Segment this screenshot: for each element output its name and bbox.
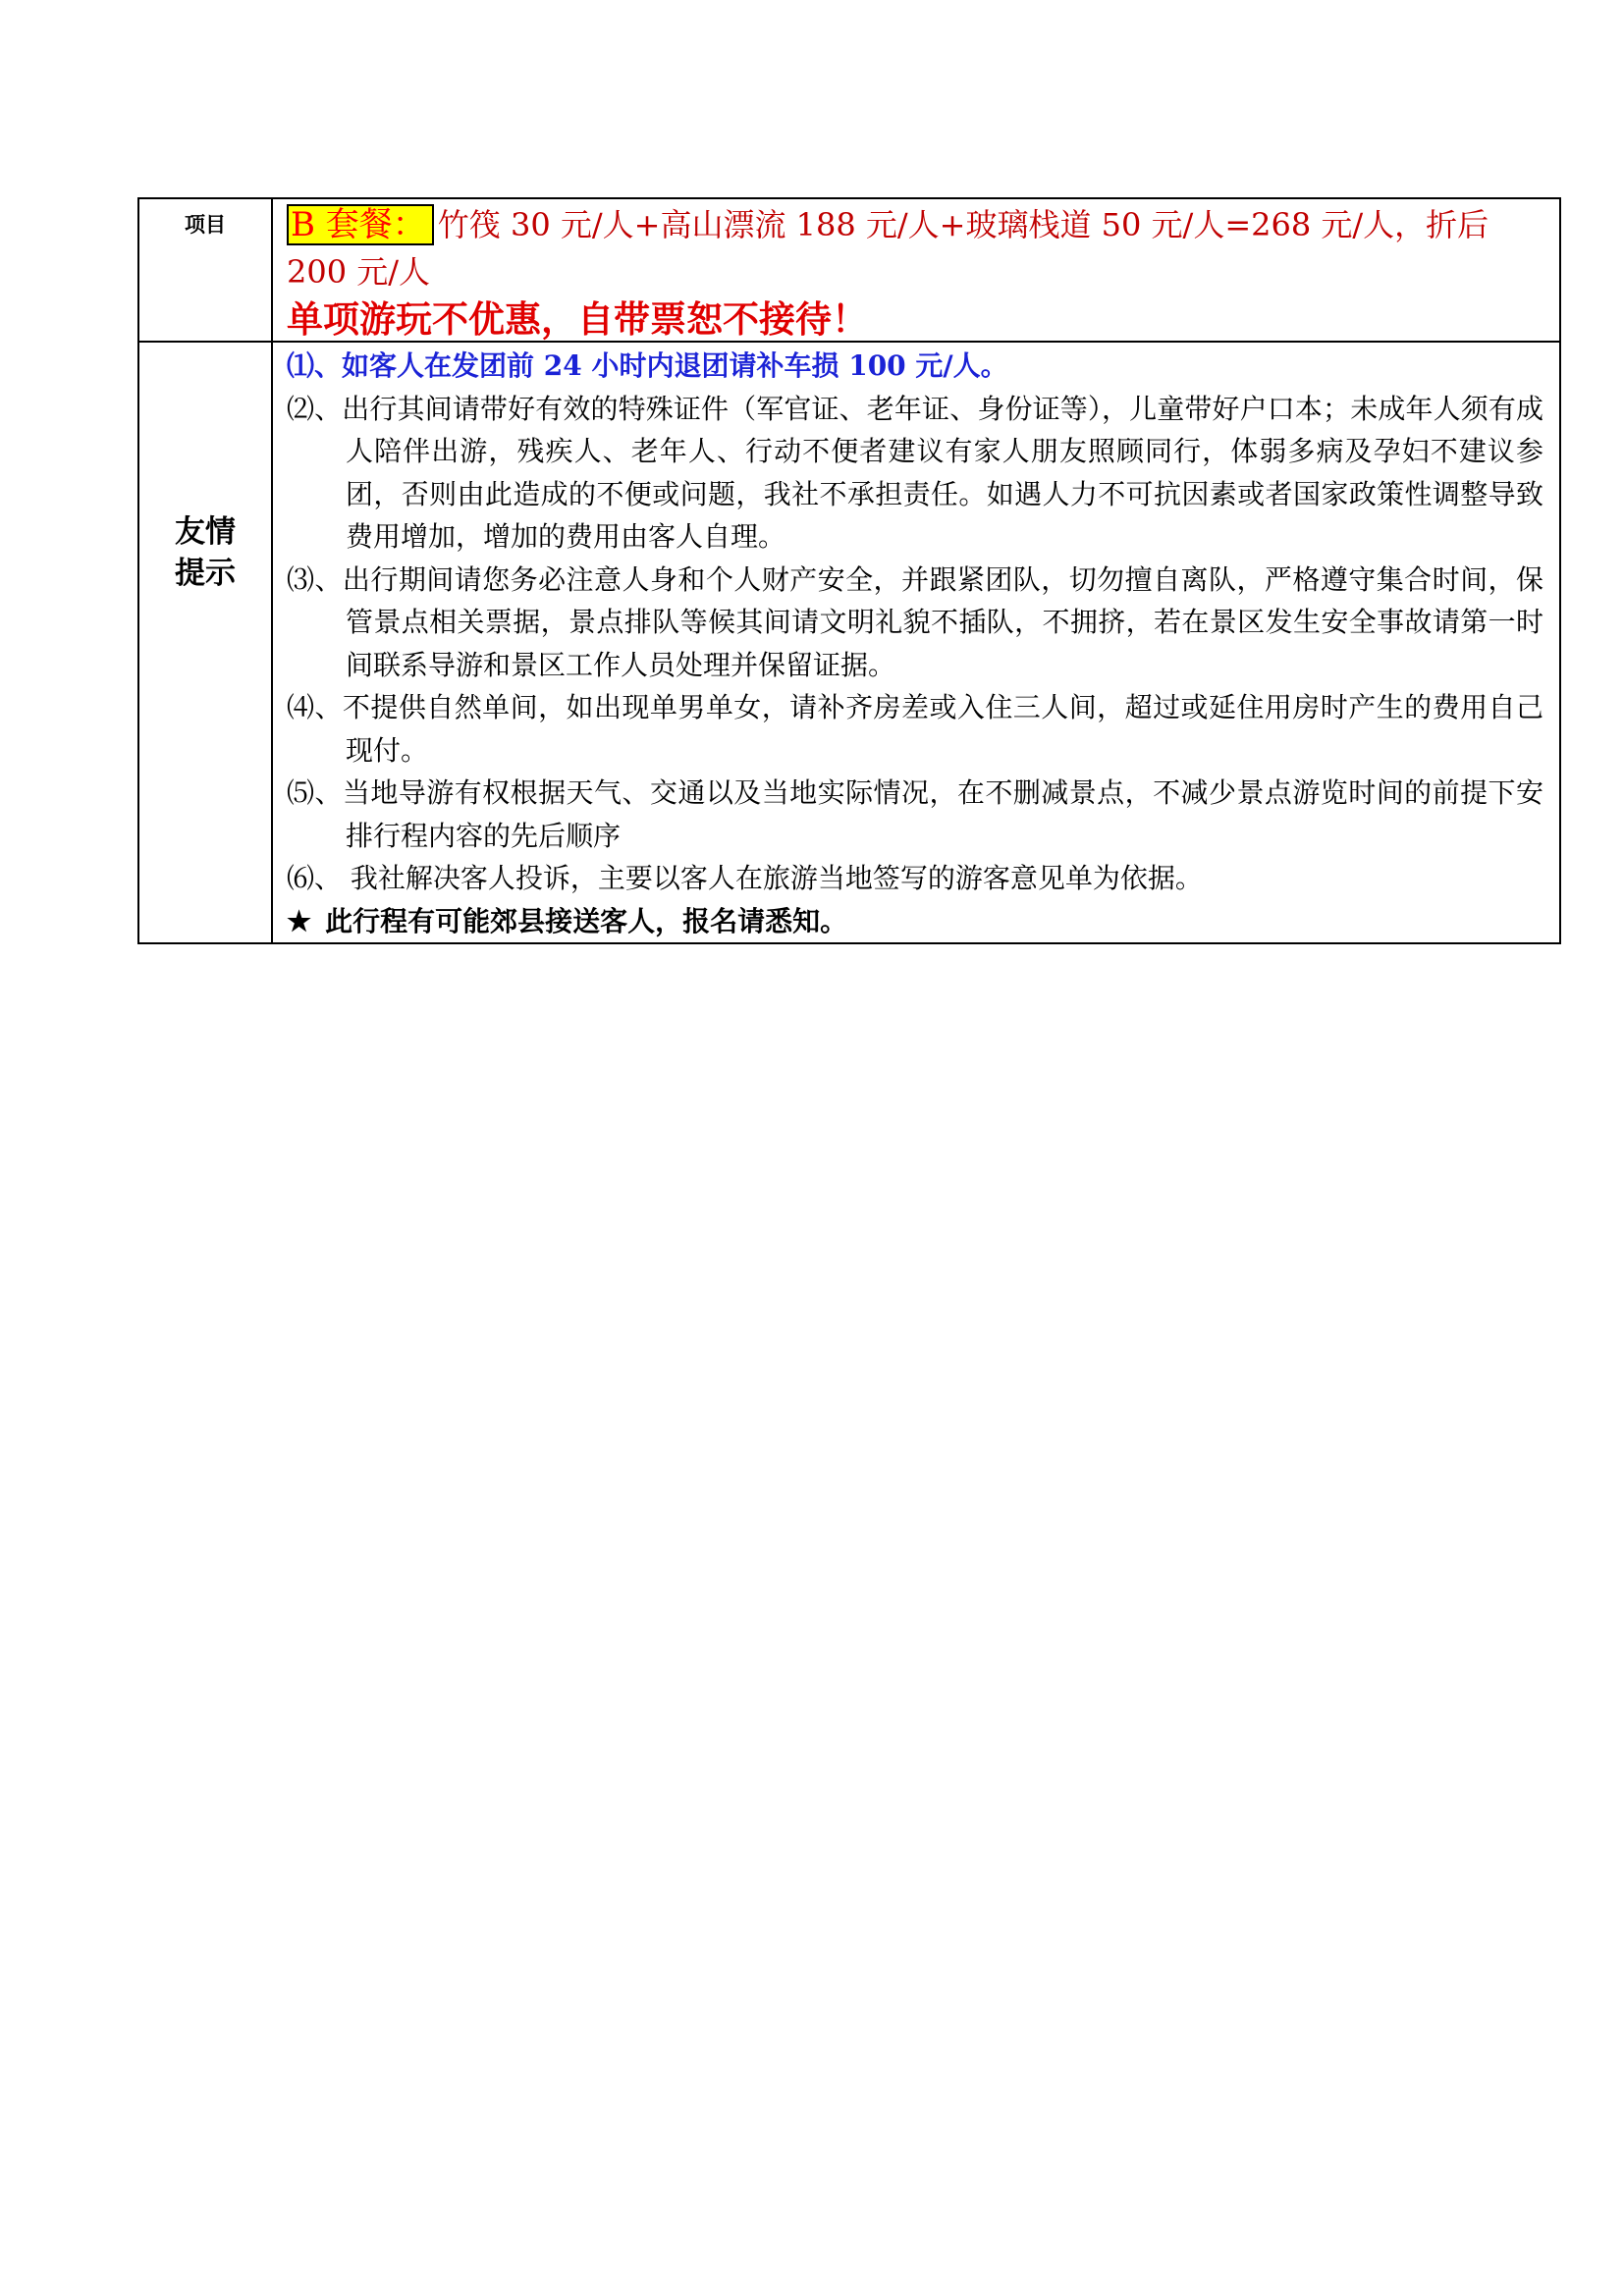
package-details xyxy=(273,199,1559,341)
package-price: 竹筏 30 元/人+高山漂流 188 元/人+玻璃栈道 50 元/人=268 元/人，折后 200 元/人 xyxy=(287,206,1489,291)
package-badge: B 套餐： xyxy=(287,204,434,245)
itinerary-table xyxy=(137,197,1561,944)
tips-label-line2: 提示 xyxy=(175,556,236,591)
tip-item-6: ⑹、 我社解决客人投诉，主要以客人在旅游当地签写的游客意见单为依据。 xyxy=(287,862,1203,894)
tip-item-5: ⑸、当地导游有权根据天气、交通以及当地实际情况，在不删减景点，不减少景点游览时间的前提下安排行程内容的先后顺序 xyxy=(287,776,1543,852)
tip-footer xyxy=(287,900,1543,943)
package-content-cell xyxy=(272,198,1560,342)
tips-label-cell xyxy=(138,342,272,943)
tips-row xyxy=(138,342,1560,943)
tips-list xyxy=(273,343,1559,942)
tips-label xyxy=(139,343,271,594)
package-label: 项目 xyxy=(185,213,226,237)
tip-item-3: ⑶、出行期间请您务必注意人身和个人财产安全，并跟紧团队，切勿擅自离队，严格遵守集合时间，保管景点相关票据，景点排队等候其间请文明礼貌不插队，不拥挤，若在景区发生安全事故请第一时间联系导游和景区工作人员处理并保留证据。 xyxy=(287,562,1543,681)
tips-content-cell xyxy=(272,342,1560,943)
tip-item-2: ⑵、出行其间请带好有效的特殊证件（军官证、老年证、身份证等），儿童带好户口本；未成年人须有成人陪伴出游，残疾人、老年人、行动不便者建议有家人朋友照顾同行，体弱多病及孕妇不建议参团，否则由此造成的不便或问题，我社不承担责任。如遇人力不可抗因素或者国家政策性调整导致费用增加，增加的费用由客人自理。 xyxy=(287,392,1543,553)
package-notice: 单项游玩不优惠，自带票恕不接待！ xyxy=(287,297,868,341)
package-label-cell xyxy=(138,198,272,342)
package-price-line xyxy=(287,204,1543,298)
tip-item-4: ⑷、不提供自然单间，如出现单男单女，请补齐房差或入住三人间，超过或延住用房时产生的费用自己现付。 xyxy=(287,691,1543,767)
tip-footer-text: 此行程有可能郊县接送客人，报名请悉知。 xyxy=(325,904,848,937)
tips-label-line1: 友情 xyxy=(175,514,236,550)
package-row xyxy=(138,198,1560,342)
star-icon: ★ xyxy=(287,904,312,937)
tip-item-1: ⑴、如客人在发团前 24 小时内退团请补车损 100 元/人。 xyxy=(287,349,1008,382)
